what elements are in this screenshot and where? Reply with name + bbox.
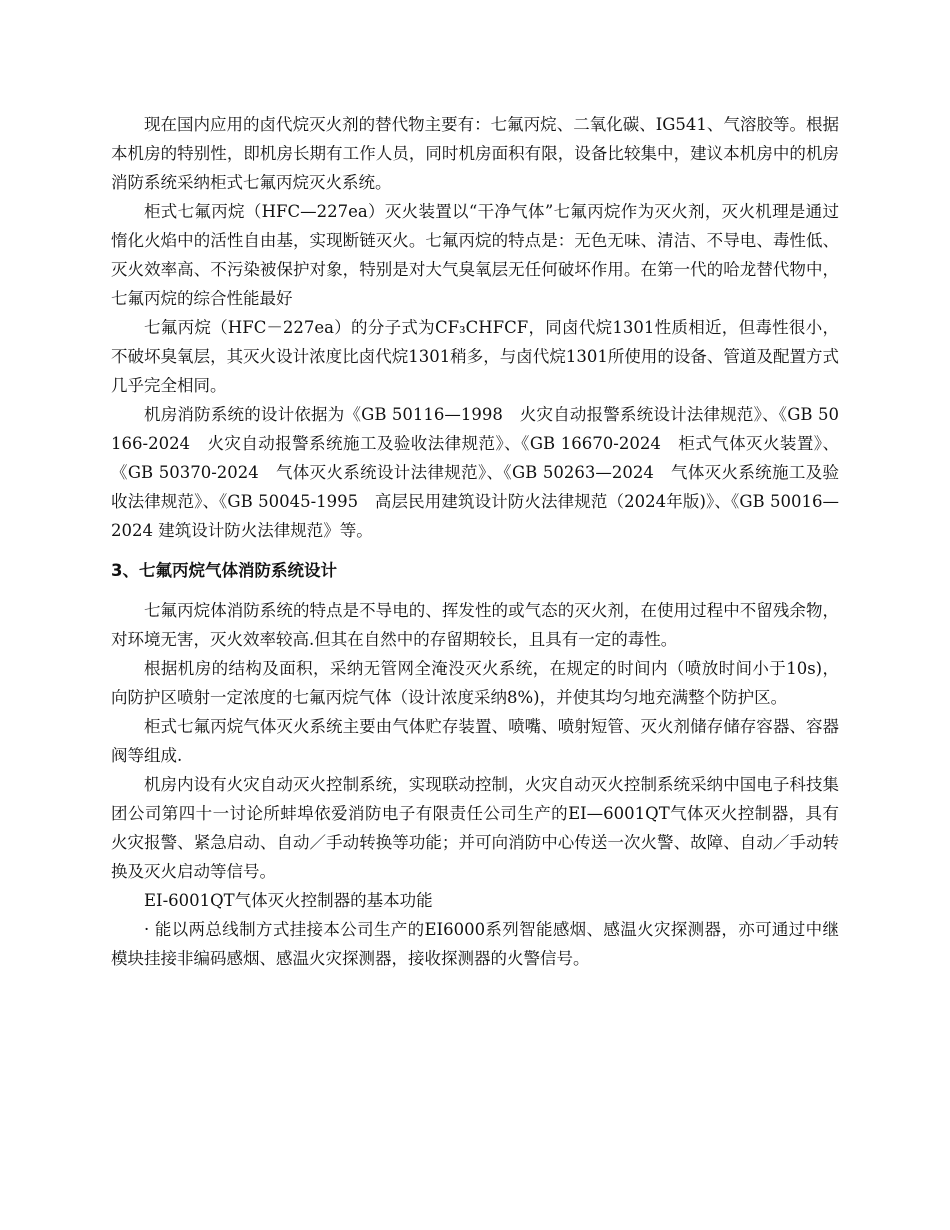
paragraph-controller-functions-title: EI-6001QT气体灭火控制器的基本功能 [144, 891, 433, 910]
paragraph-control-system: 机房内设有火灾自动灭火控制系统，实现联动控制，火灾自动灭火控制系统采纳中国电子科技集团公司第四十一讨论所蚌埠依爱消防电子有限责任公司生产的EI—6001QT气体灭火控制器，具有火灾报警、紧急启动、自动／手动转换等功能；并可向消防中心传送一次火警、故障、自动／手动转换及灭火启动等信号。 [111, 775, 839, 881]
section-heading: 3、七氟丙烷气体消防系统设计 [111, 561, 337, 580]
paragraph-flooding-system: 根据机房的结构及面积，采纳无管网全淹没灭火系统，在规定的时间内（喷放时间小于10s)，向防护区喷射一定浓度的七氟丙烷气体（设计浓度采纳8%)，并使其均匀地充满整个防护区。 [111, 659, 839, 707]
section-spacer [111, 585, 839, 596]
section-spacer [111, 545, 839, 556]
bullet-item-detector-connection: · 能以两总线制方式挂接本公司生产的EI6000系列智能感烟、感温火灾探测器，亦可通过中继模块挂接非编码感烟、感温火灾探测器，接收探测器的火警信号。 [111, 920, 839, 968]
document-body [111, 110, 839, 973]
paragraph-molecular-formula: 七氟丙烷（HFC－227ea）的分子式为CF₃CHFCF，同卤代烷1301性质相近，但毒性很小，不破坏臭氧层，其灭火设计浓度比卤代烷1301稍多，与卤代烷1301所使用的设备、管道及配置方式几乎完全相同。 [111, 318, 839, 395]
paragraph-system-features: 七氟丙烷体消防系统的特点是不导电的、挥发性的或气态的灭火剂，在使用过程中不留残余物，对环境无害，灭火效率较高.但其在自然中的存留期较长，且具有一定的毒性。 [111, 601, 839, 649]
paragraph-design-standards: 机房消防系统的设计依据为《GB 50116—1998 火灾自动报警系统设计法律规范》、《GB 50166-2024 火灾自动报警系统施工及验收法律规范》、《GB 16670-2024 柜式气体灭火装置》、《GB 50370-2024 气体灭火系统设计法律规范》、《GB 50263—2024 气体灭火系统施工及验收法律规范》、《GB 50045-1995 高层民用建筑设计防火法律规范（2024年版)》、《GB 50016—2024 建筑设计防火法律规范》等。 [111, 405, 839, 540]
paragraph-system-components: 柜式七氟丙烷气体灭火系统主要由气体贮存装置、喷嘴、喷射短管、灭火剂储存储存容器、容器阀等组成. [111, 717, 839, 765]
paragraph-halon-alternatives: 现在国内应用的卤代烷灭火剂的替代物主要有：七氟丙烷、二氧化碳、IG541、气溶胶等。根据本机房的特别性，即机房长期有工作人员，同时机房面积有限，设备比较集中，建议本机房中的机房消防系统采纳柜式七氟丙烷灭火系统。 [111, 115, 839, 192]
paragraph-cabinet-hfc227ea: 柜式七氟丙烷（HFC—227ea）灭火装置以“干净气体”七氟丙烷作为灭火剂，灭火机理是通过惰化火焰中的活性自由基，实现断链灭火。七氟丙烷的特点是：无色无味、清洁、不导电、毒性低、灭火效率高、不污染被保护对象，特别是对大气臭氧层无任何破坏作用。在第一代的哈龙替代物中，七氟丙烷的综合性能最好 [111, 202, 839, 308]
